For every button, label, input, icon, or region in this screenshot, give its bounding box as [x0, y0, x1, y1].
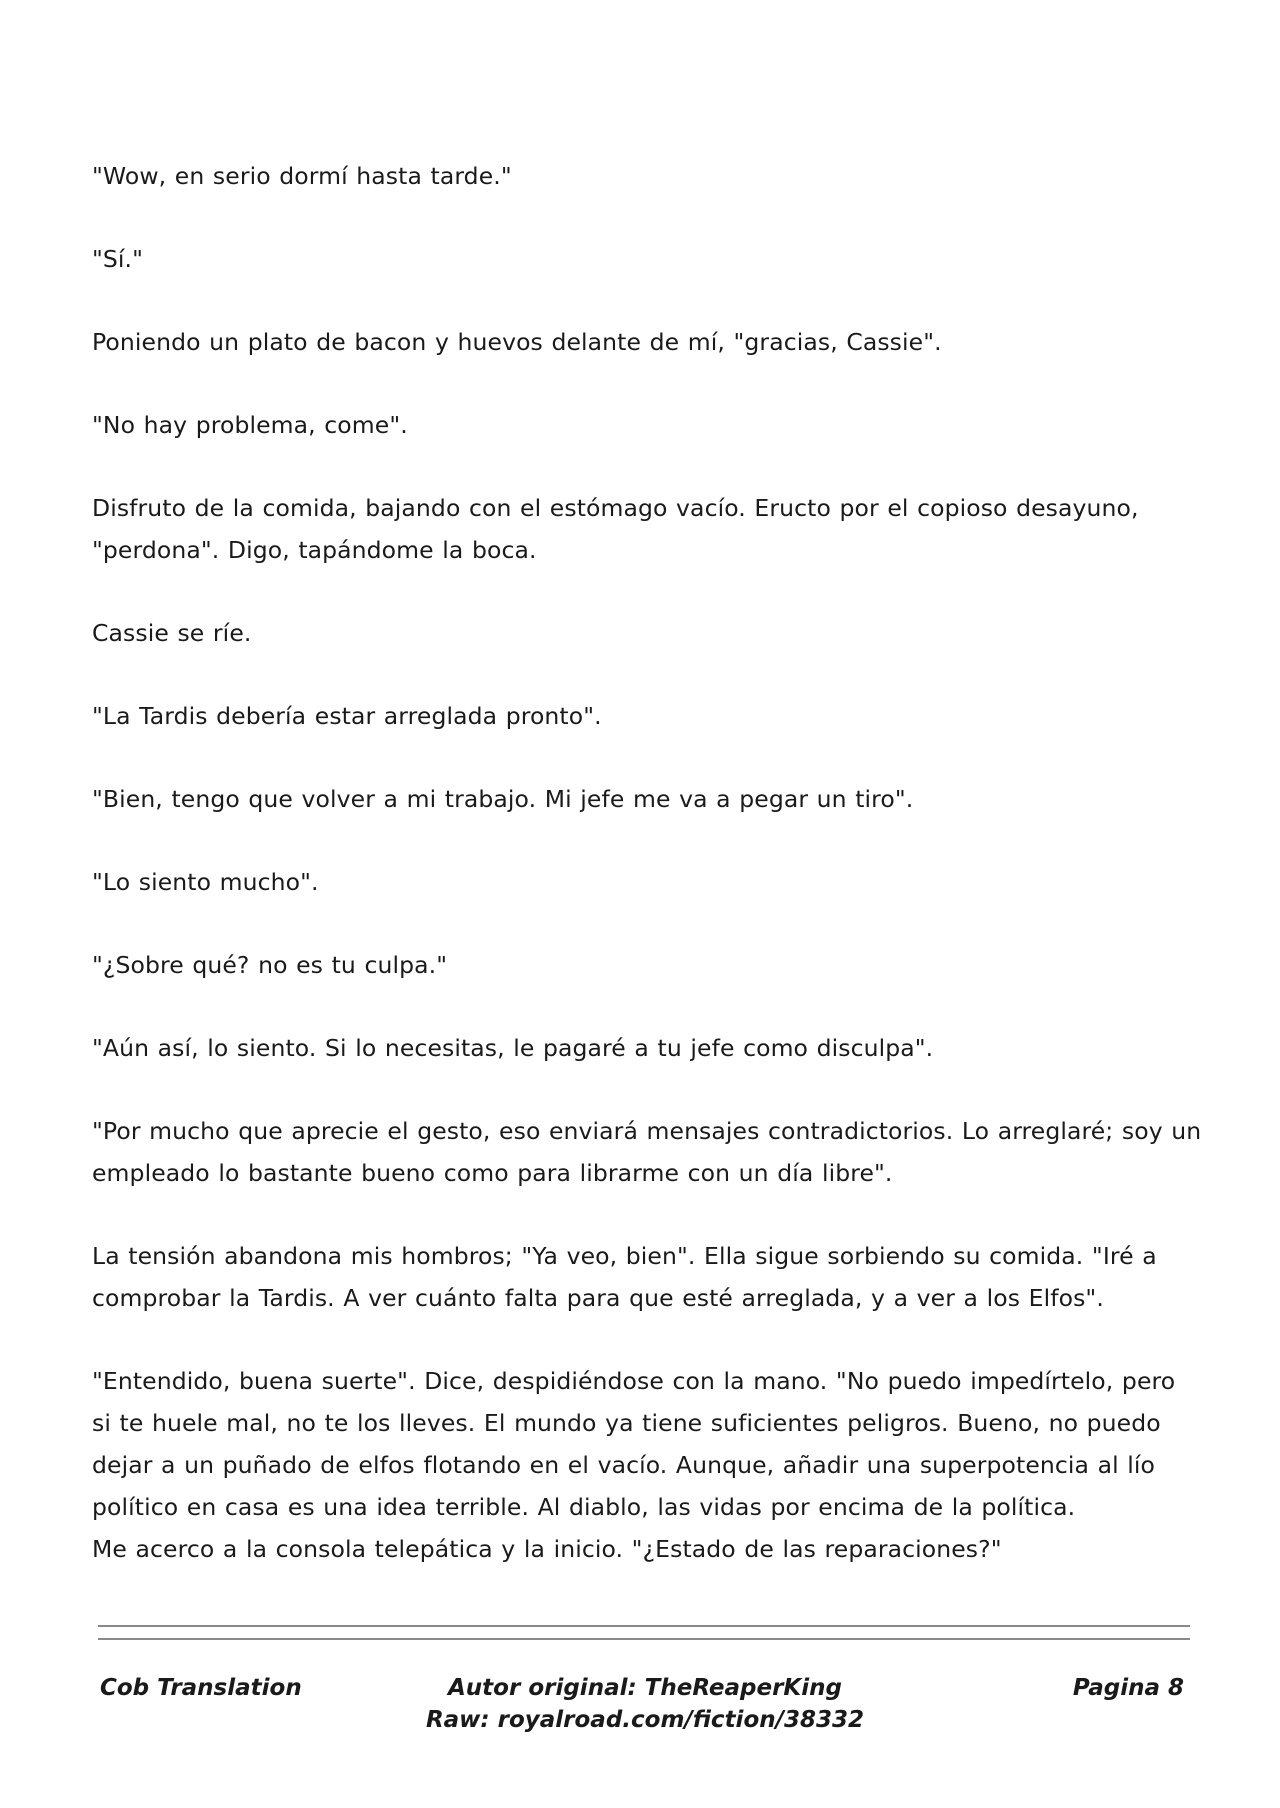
- paragraph-5: Disfruto de la comida, bajando con el estómago vacío. Eructo por el copioso desayuno, "perdona". Digo, tapándome la boca.: [92, 494, 1139, 564]
- paragraph-6: Cassie se ríe.: [92, 619, 252, 647]
- paragraph-1: "Wow, en serio dormí hasta tarde.": [92, 162, 512, 190]
- paragraph-13: La tensión abandona mis hombros; "Ya veo, bien". Ella sigue sorbiendo su comida. "Iré a comprobar la Tardis. A ver cuánto falta para que esté arreglada, y a ver a los Elfos".: [92, 1242, 1157, 1312]
- footer-original-author: Autor original: TheReaperKing: [448, 1675, 842, 1701]
- paragraph-4: "No hay problema, come".: [92, 411, 408, 439]
- footer-divider-bottom: [98, 1638, 1190, 1640]
- footer-translator: Cob Translation: [100, 1675, 302, 1701]
- paragraph-15: Me acerco a la consola telepática y la inicio. "¿Estado de las reparaciones?": [92, 1535, 1002, 1563]
- footer-page-number: Pagina 8: [1072, 1675, 1184, 1701]
- paragraph-8: "Bien, tengo que volver a mi trabajo. Mi jefe me va a pegar un tiro".: [92, 785, 914, 813]
- paragraph-12: "Por mucho que aprecie el gesto, eso enviará mensajes contradictorios. Lo arreglaré; soy un empleado lo bastante bueno como para librarme con un día libre".: [92, 1117, 1202, 1187]
- paragraph-11: "Aún así, lo siento. Si lo necesitas, le pagaré a tu jefe como disculpa".: [92, 1034, 934, 1062]
- paragraph-2: "Sí.": [92, 245, 144, 273]
- paragraph-9: "Lo siento mucho".: [92, 868, 319, 896]
- paragraph-7: "La Tardis debería estar arreglada pronto".: [92, 702, 602, 730]
- paragraph-14: "Entendido, buena suerte". Dice, despidiéndose con la mano. "No puedo impedírtelo, pero si te huele mal, no te los lleves. El mundo ya tiene suficientes peligros. Bueno, no puedo dejar a un puñado de elfos flotando en el vacío. Aunque, añadir una superpotencia al lío político en casa es una idea terrible. Al diablo, las vidas por encima de la política.: [92, 1367, 1176, 1521]
- paragraph-10: "¿Sobre qué? no es tu culpa.": [92, 951, 448, 979]
- paragraph-3: Poniendo un plato de bacon y huevos delante de mí, "gracias, Cassie".: [92, 328, 942, 356]
- footer-credits: [340, 1672, 950, 1736]
- body-text: [92, 155, 1202, 1570]
- footer-raw-source: Raw: royalroad.com/fiction/38332: [425, 1707, 865, 1733]
- footer-divider-top: [98, 1625, 1190, 1627]
